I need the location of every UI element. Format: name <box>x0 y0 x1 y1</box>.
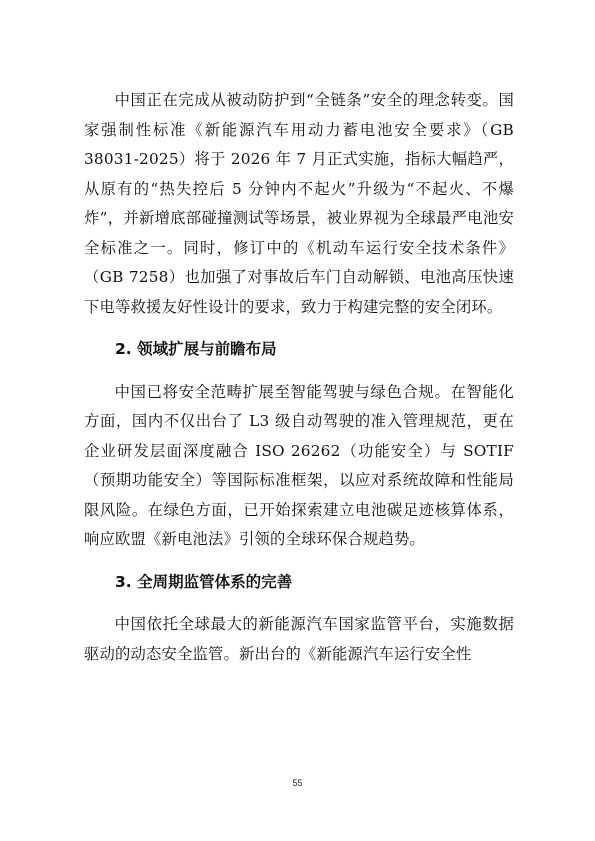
paragraph-safety-standards: 中国正在完成从被动防护到“全链条”安全的理念转变。国家强制性标准《新能源汽车用动力蓄电池安全要求》（GB 38031-2025）将于 2026 年 7 月正式实施，指标大幅趋严，从原有的“热失控后 5 分钟内不起火”升级为“不起火、不爆炸”，并新增底部碰撞测试等场景，被业界视为全球最严电池安全标准之一。同时，修订中的《机动车运行安全技术条件》（GB 7258）也加强了对事故后车门自动解锁、电池高压快速下电等救援友好性设计的要求，致力于构建完整的安全闭环。 <box>84 91 514 316</box>
section-heading-3: 3. 全周期监管体系的完善 <box>115 572 293 591</box>
paragraph-lifecycle-supervision: 中国依托全球最大的新能源汽车国家监管平台，实施数据驱动的动态安全监管。新出台的《新能源汽车运行安全性 <box>84 615 514 663</box>
spacer <box>84 597 514 610</box>
spacer <box>84 322 514 335</box>
spacer <box>84 555 514 568</box>
document-body <box>84 86 514 669</box>
paragraph-domain-expansion: 中国已将安全范畴扩展至智能驾驶与绿色合规。在智能化方面，国内不仅出台了 L3 级自动驾驶的准入管理规范，更在企业研发层面深度融合 ISO 26262（功能安全）与 SOTIF（预期功能安全）等国际标准框架，以应对系统故障和性能局限风险。在绿色方面，已开始探索建立电池碳足迹核算体系，响应欧盟《新电池法》引领的全球环保合规趋势。 <box>84 382 514 548</box>
section-heading-2: 2. 领域扩展与前瞻布局 <box>115 340 277 358</box>
page-number: 55 <box>292 778 303 788</box>
spacer <box>84 365 514 378</box>
